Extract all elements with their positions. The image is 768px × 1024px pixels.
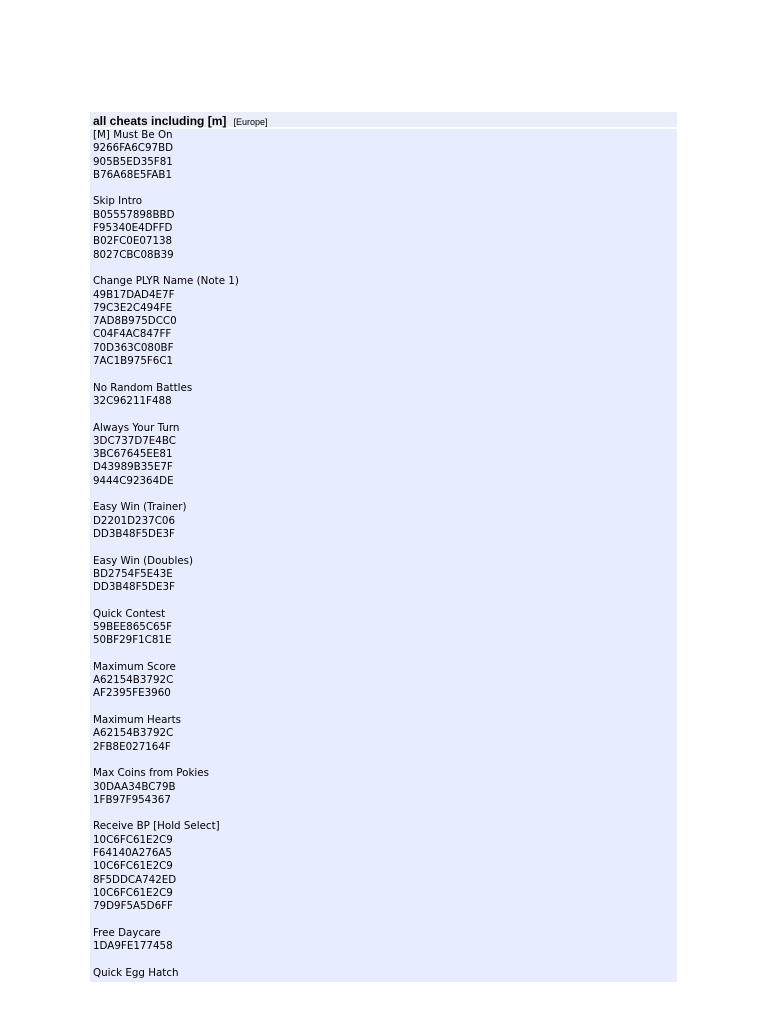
cheat-group: [93, 555, 674, 595]
cheat-code: BD2754F5E43E: [93, 567, 173, 580]
panel-header: [90, 112, 677, 127]
cheat-name: Quick Contest: [93, 607, 166, 620]
cheat-name: Easy Win (Doubles): [93, 554, 194, 567]
cheat-code: 1DA9FE177458: [93, 940, 173, 953]
cheat-code: 10C6FC61E2C9: [93, 886, 173, 899]
cheat-group: [93, 927, 674, 954]
cheat-code: AF2395FE3960: [93, 687, 171, 700]
cheat-name: Change PLYR Name (Note 1): [93, 275, 239, 288]
cheat-code: 8F5DDCA742ED: [93, 873, 177, 886]
cheat-code: DD3B48F5DE3F: [93, 581, 175, 594]
cheat-code: 9444C92364DE: [93, 474, 174, 487]
cheat-code: 10C6FC61E2C9: [93, 860, 173, 873]
cheat-group: [93, 275, 674, 368]
cheat-group: [93, 195, 674, 261]
cheat-code: F95340E4DFFD: [93, 222, 173, 235]
cheat-code: 7AD8B975DCC0: [93, 315, 177, 328]
cheat-code: B02FC0E07138: [93, 235, 173, 248]
cheat-group: [93, 382, 674, 409]
panel-title: all cheats including [m]: [93, 114, 227, 128]
cheat-code: C04F4AC847FF: [93, 328, 172, 341]
cheat-code: 32C96211F488: [93, 394, 172, 407]
cheat-code: 50BF29F1C81E: [93, 634, 172, 647]
cheat-code: 79C3E2C494FE: [93, 301, 173, 314]
cheat-group: [93, 820, 674, 913]
cheat-code: A62154B3792C: [93, 727, 174, 740]
cheat-code: 1FB97F954367: [93, 793, 171, 806]
cheat-code: 905B5ED35F81: [93, 155, 173, 168]
region-label: [Europe]: [233, 117, 268, 127]
cheat-group: [93, 608, 674, 648]
cheat-code: 3BC67645EE81: [93, 448, 173, 461]
cheat-name: Skip Intro: [93, 195, 143, 208]
cheat-group: [93, 422, 674, 488]
cheat-code: 49B17DAD4E7F: [93, 288, 175, 301]
cheat-group: [93, 967, 674, 980]
cheat-list-body: [90, 129, 677, 982]
cheat-code: A62154B3792C: [93, 674, 174, 687]
cheat-name: [M] Must Be On: [93, 129, 173, 141]
cheat-code: 9266FA6C97BD: [93, 142, 174, 155]
cheat-group: [93, 714, 674, 754]
cheat-code: F64140A276A5: [93, 847, 172, 860]
cheat-name: Maximum Hearts: [93, 714, 182, 727]
cheat-code: 3DC737D7E4BC: [93, 434, 176, 447]
cheat-name: Free Daycare: [93, 926, 161, 939]
cheat-name: No Random Battles: [93, 381, 193, 394]
cheat-code: D2201D237C06: [93, 514, 176, 527]
cheat-name: Easy Win (Trainer): [93, 501, 187, 514]
cheat-code: 70D363C080BF: [93, 341, 174, 354]
cheat-code: 59BEE865C65F: [93, 620, 173, 633]
cheat-group: [93, 129, 674, 182]
cheat-group: [93, 661, 674, 701]
cheat-code: 79D9F5A5D6FF: [93, 900, 173, 913]
cheat-name: Max Coins from Pokies: [93, 767, 209, 780]
cheat-code: 30DAA34BC79B: [93, 780, 176, 793]
cheat-list-panel: [90, 112, 677, 982]
cheat-code: 10C6FC61E2C9: [93, 833, 173, 846]
cheat-code: D43989B35E7F: [93, 461, 173, 474]
cheat-name: Maximum Score: [93, 660, 176, 673]
cheat-code: B05557898BBD: [93, 208, 175, 221]
cheat-code: DD3B48F5DE3F: [93, 527, 175, 540]
cheat-name: Quick Egg Hatch: [93, 966, 179, 979]
cheat-group: [93, 501, 674, 541]
cheat-code: 7AC1B975F6C1: [93, 355, 174, 368]
cheat-name: Receive BP [Hold Select]: [93, 820, 220, 833]
cheat-code: 2FB8E027164F: [93, 740, 171, 753]
cheat-code: B76A68E5FAB1: [93, 168, 173, 181]
cheat-group: [93, 767, 674, 807]
cheat-name: Always Your Turn: [93, 421, 180, 434]
cheat-code: 8027CBC08B39: [93, 248, 174, 261]
